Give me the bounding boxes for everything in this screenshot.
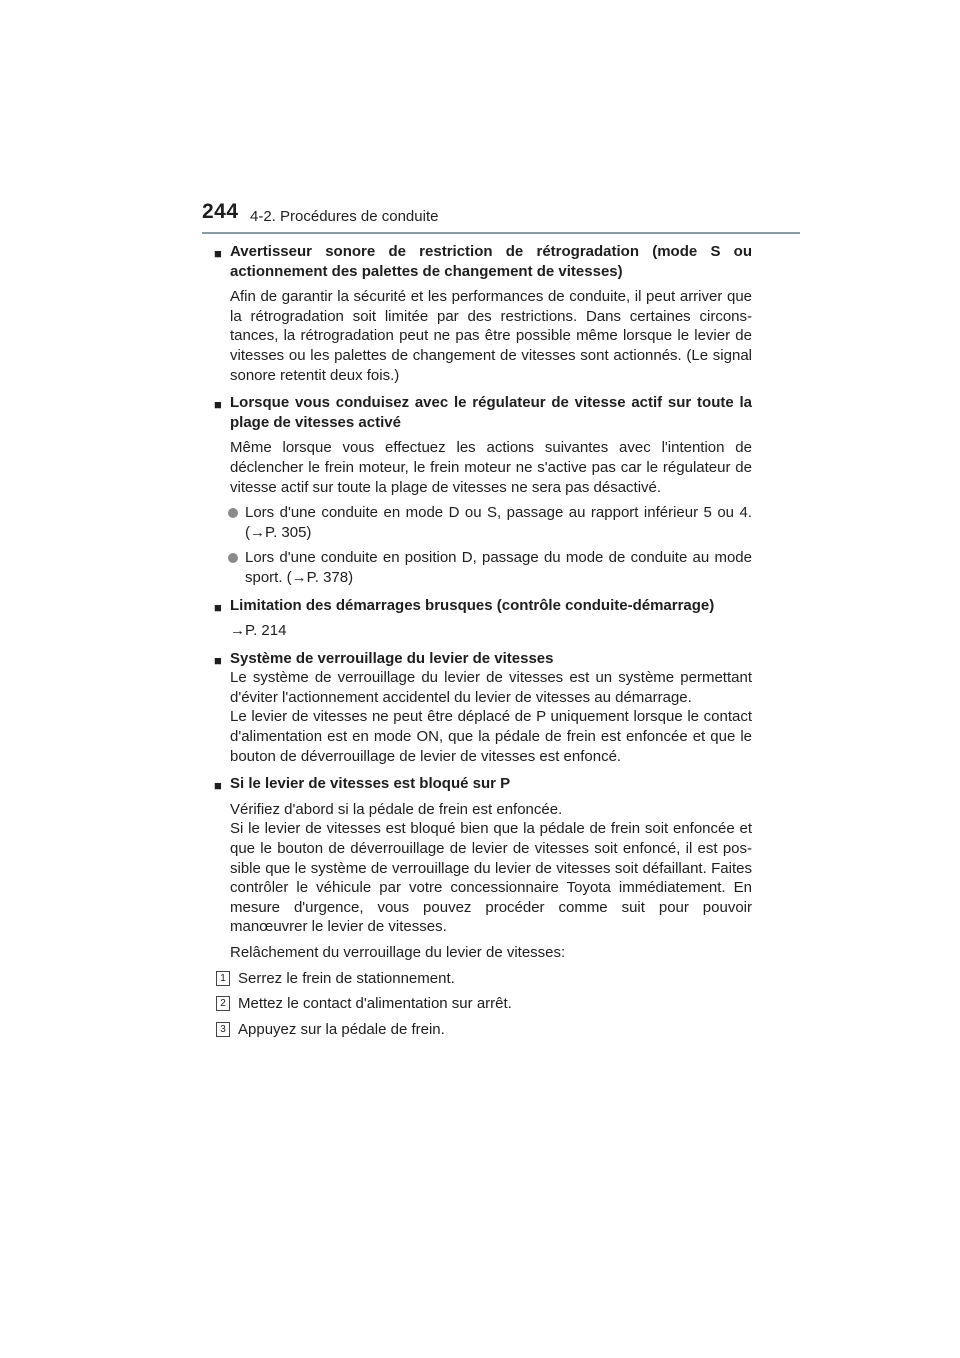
heading-text: Limitation des démarrages brusques (contrôle conduite-démarrage): [230, 596, 715, 614]
step-text: Serrez le frein de stationnement.: [238, 969, 455, 987]
section-title: 4-2. Procédures de conduite: [250, 208, 439, 225]
header-rule: [202, 232, 800, 234]
heading-start-limitation: [214, 596, 752, 616]
list-item: [214, 503, 752, 542]
page-number: 244: [202, 200, 239, 223]
page-content: [214, 242, 752, 1039]
heading-text: Si le levier de vitesses est bloqué sur P: [230, 775, 511, 793]
list-item: [214, 548, 752, 587]
square-marker-icon: ■: [214, 778, 222, 794]
page-reference: →P. 214: [230, 622, 287, 640]
paragraph: Même lorsque vous effectuez les actions suivantes avec l'intention de déclencher le frein moteur, le frein moteur ne s'active pas car le régulateur de vitesse actif sur toute la plage de vitesses ne sera pas désactivé.: [230, 439, 752, 496]
step-number-badge: 2: [216, 996, 230, 1011]
step-number-badge: 1: [216, 971, 230, 986]
heading-lever-stuck: [214, 774, 752, 794]
square-marker-icon: ■: [214, 652, 222, 668]
paragraph: Le levier de vitesses ne peut être déplacé de P uniquement lorsque le contact d'alimentation est en mode ON, que la pédale de frein est enfoncée et que le bouton de déverrouillage de levier de vitesses est enfoncé.: [230, 708, 752, 765]
step-item: [214, 994, 752, 1014]
step-item: [214, 1020, 752, 1040]
heading-text: Lorsque vous conduisez avec le régulateur de vitesse actif sur toute la plage de vitesses activé: [230, 394, 752, 431]
step-text: Mettez le contact d'alimentation sur arrêt.: [238, 995, 512, 1013]
heading-cruise-control: [214, 393, 752, 432]
step-number-badge: 3: [216, 1022, 230, 1037]
list-item-text: Lors d'une conduite en mode D ou S, passage au rapport inférieur 5 ou 4. (→P. 305): [245, 504, 752, 541]
heading-text: Système de verrouillage du levier de vitesses: [230, 649, 554, 667]
bullet-dot-icon: [228, 553, 238, 563]
list-item-text: Lors d'une conduite en position D, passage du mode de conduite au mode sport. (→P. 378): [245, 549, 752, 586]
square-marker-icon: ■: [214, 599, 222, 615]
paragraph: Vérifiez d'abord si la pédale de frein est enfoncée.: [230, 800, 563, 818]
release-intro: Relâchement du verrouillage du levier de vitesses:: [230, 944, 566, 961]
paragraph: Si le levier de vitesses est bloqué bien que la pédale de frein soit enfoncée et que le bouton de déverrouillage de levier de vitesses soit enfoncé, il est pos-sible que le système de verrouillage du levier de vitesses soit défaillant. Faites contrôler le véhicule par votre concessionnaire Toyota immédiatement. En mesure d'urgence, vous pouvez procéder comme suit pour pouvoir manœuvrer le levier de vitesses.: [230, 820, 752, 936]
square-marker-icon: ■: [214, 246, 222, 261]
square-marker-icon: ■: [214, 397, 222, 413]
step-item: [214, 969, 752, 989]
paragraph: Le système de verrouillage du levier de vitesses est un système permettant d'éviter l'actionnement accidentel du levier de vitesses au démarrage.: [230, 669, 752, 706]
heading-downshift-buzzer: [214, 242, 752, 281]
paragraph: Afin de garantir la sécurité et les performances de conduite, il peut arriver que la rétrogradation soit limitée par des restrictions. Dans certaines circons-tances, la rétrogradation peut ne pas être possible même lorsque le levier de vitesses ou les palettes de changement de vitesses sont actionnés. (Le signal sonore retentit deux fois.): [230, 288, 752, 384]
heading-text: Avertisseur sonore de restriction de rétrogradation (mode S ou actionnement des palettes de changement de vitesses): [230, 243, 752, 280]
heading-shift-lock: [214, 649, 752, 669]
bullet-dot-icon: [228, 508, 238, 518]
step-text: Appuyez sur la pédale de frein.: [238, 1020, 445, 1038]
